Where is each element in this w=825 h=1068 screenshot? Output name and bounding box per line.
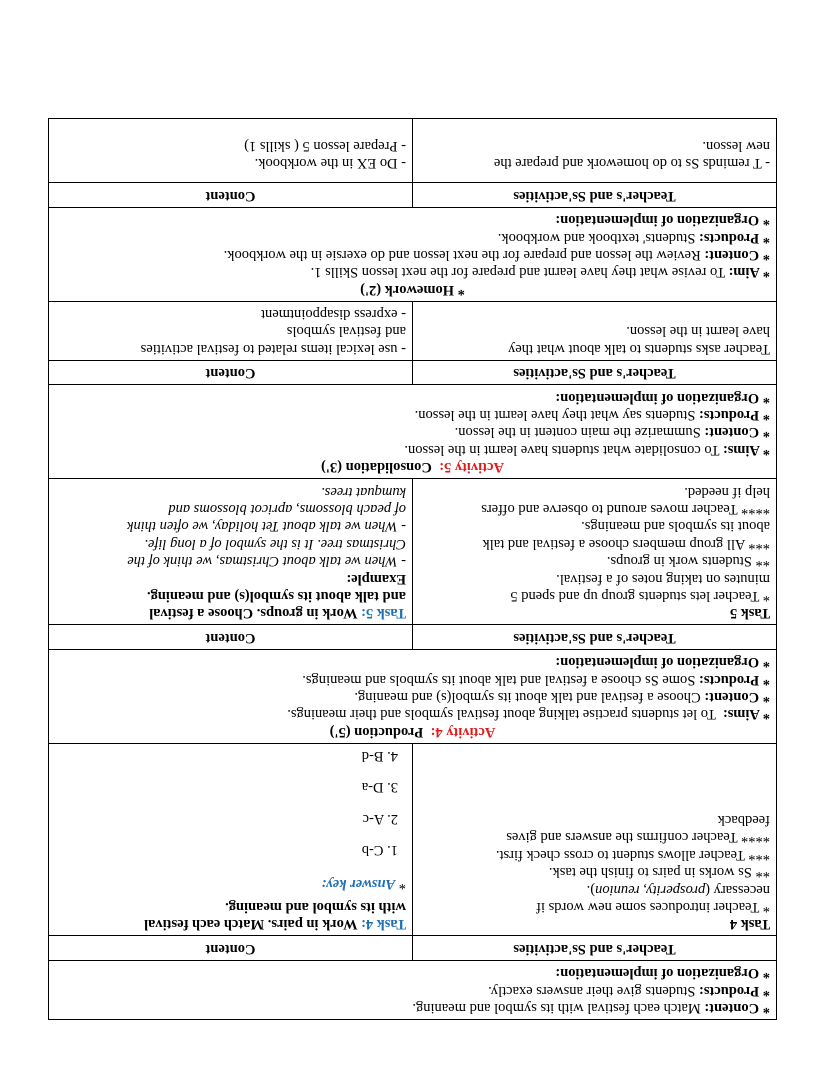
products-label: Products: [698,229,760,246]
task4-line: Teacher confirms the answers and gives [506,829,738,846]
task5-line: help if needed. [684,483,770,500]
header-row [49,360,777,384]
content-header: Content [49,936,413,960]
products-text: Students' textbook and workbook. [497,229,696,246]
content-header: Content [49,360,413,384]
lesson-plan-table [48,118,777,1020]
content-label: Content: [704,1000,760,1016]
consolidation-content-line: - express disappointment [261,306,406,323]
consolidation-content-line: - use lexical items related to festival activities [140,340,406,357]
task5-instruction: Work in groups. Choose a festival [149,605,358,622]
content-text: Choose a festival and talk about its symbol(s) and meaning. [354,688,701,705]
aims-text: To let students practise talking about festival symbols and their meanings. [287,706,716,723]
answer-item: 4. B-d [361,748,398,765]
content-header: Content [49,183,413,207]
homework-row: * Homework (2') * Aim: To revise what they have learnt and prepare for the next lesson Skills 1. * Content: Review the lesson and prepare for the next lesson and do exersie in the workbook. * Products: Students' textbook and workbook. * Organization of implementation: [49,207,777,301]
task4-instruction-2: with its symbol and meaning. [225,899,406,916]
answer-item: 2. A-c [362,810,398,827]
homework-line: new lesson. [702,137,770,154]
homework-line: - T reminds Ss to do homework and prepare the [493,155,770,172]
header-row [49,936,777,960]
consolidation-content-line: and festival symbols [286,323,406,340]
task5-row: Task 5 * Teacher lets students group up and spend 5 minutes on taking notes of a festival. ** Students work in groups. *** All group members choose a festival and talk about its symbols and meanings. **** Teacher moves around to observe and offers help if needed. Task 5: Work in groups. Choose a festival and talk about its symbol(s) and meaning. Example: - When we talk about Christmas, we think of the Christmas tree. It is the symbol of a long life. - When we talk about Tet holiday, we often think of peach blossoms, apricot blossoms and kumquat trees. [49,479,777,625]
content-text: Review the lesson and prepare for the next lesson and do exersie in the workbook. [223,246,701,263]
example-label: Example: [346,570,406,587]
organization-label: Organization of implementation: [555,654,760,671]
activity4-row: Activity 4: Production (5') * Aims: To let students practise talking about festival symbols and their meanings. * Content: Choose a festival and talk about its symbol(s) and meaning. * Products: Some Ss choose a festival and talk about its symbols and meanings. * Organization of implementation: [49,649,777,743]
organization-label: Organization of implementation: [555,389,760,406]
example-line: - When we talk about Christmas, we think of the [127,553,406,570]
consolidation-row [49,301,777,360]
content-header: Content [49,625,413,649]
content-text: Summarize the main content in the lesson. [454,424,701,441]
task4-line: ). [586,881,596,898]
products-label: Products: [698,671,760,688]
header-row [49,625,777,649]
products-label: Products: [698,407,760,424]
task4-line: feedback [717,812,770,829]
task5-line: All group members choose a festival and talk [482,535,746,552]
products-text: Students say what they have learnt in the lesson. [414,407,696,424]
teacher-activities-header: Teacher's and Ss'activities [413,936,777,960]
products-text: Some Ss choose a festival and talk about its symbols and meanings. [302,671,696,688]
header-row [49,183,777,207]
task5-line: minutes on taking notes of a festival. [556,570,770,587]
homework-content-line: - Do EX in the workbook. [254,155,406,172]
task4-row: Task 4 * Teacher introduces some new words if necessary (prosperity, reunion). ** Ss works in pairs to finish the task. *** Teacher allows student to cross check first. **** Teacher confirms the answers and gives feedback Task 4: Work in pairs. Match each festival with its symbol and meaning. * Answer key: 1. C-b 2. A-c 3. D-a 4. B-d [49,743,777,936]
task5-title: Task 5 [729,605,770,622]
homework-activities-row [49,119,777,183]
content-label: Content: [704,246,760,263]
aim-label: Aim: [728,264,760,281]
aim-text: To revise what they have learnt and prepare for the next lesson Skills 1. [310,264,726,281]
teacher-activities-header: Teacher's and Ss'activities [413,360,777,384]
task4-line: necessary ( [705,881,770,898]
organization-label: Organization of implementation: [555,965,760,982]
example-line: of peach blossoms, apricot blossoms and [168,501,406,518]
activity5-label: Activity 5: [439,459,504,476]
task4-line: Teacher introduces some new words if [536,899,760,916]
task5-line: Teacher lets students group up and spend 5 [510,587,760,604]
organization-label: Organization of implementation: [555,212,760,229]
aims-text: To consolidate what students have learnt in the lesson. [404,441,720,458]
teacher-activities-header: Teacher's and Ss'activities [413,183,777,207]
task5-instruction-2: and talk about its symbol(s) and meaning. [146,587,406,604]
teacher-activities-header: Teacher's and Ss'activities [413,625,777,649]
example-line: Christmas tree. It is the symbol of a long life. [144,535,406,552]
content-label: Content: [704,688,760,705]
task5-line: Teacher moves around to observe and offers [481,501,738,518]
activity4-title: Production (5') [329,723,424,740]
task5-line: about its symbols and meanings. [581,518,770,535]
homework-content-line: - Prepare lesson 5 ( skills 1) [244,137,406,154]
task4-label: Task 4: [360,916,406,933]
content-text: Match each festival with its symbol and meaning. [412,1000,701,1016]
task4-line: Teacher allows student to cross check first. [495,846,745,863]
aims-label: Aims: [722,706,760,723]
activity5-title: Consolidation (3') [321,459,432,476]
activity3-details-row: * Content: Match each festival with its symbol and meaning. * Products: Students give their answers exactly. * Organization of implementation: [49,960,777,1019]
products-text: Students give their answers exactly. [488,982,696,999]
content-label: Content: [704,424,760,441]
consolidation-line: have learnt in the lesson. [626,323,770,340]
task5-line: Students work in groups. [606,553,752,570]
task4-line-italic: prosperity, reunion [595,881,706,898]
consolidation-line: Teacher asks students to talk about what they [508,340,770,357]
answer-item: 1. C-b [361,842,398,859]
answer-item: 3. D-a [361,779,398,796]
example-line: kumquat trees. [321,483,406,500]
task5-label: Task 5: [360,605,406,622]
aims-label: Aims: [722,441,760,458]
task4-line: Ss works in pairs to finish the task. [548,864,752,881]
answer-key-label: Answer key: [321,875,396,892]
activity5-row: Activity 5: Consolidation (3') * Aims: To consolidate what students have learnt in the lesson. * Content: Summarize the main content in the lesson. * Products: Students say what they have learnt in the lesson. * Organization of implementation: [49,385,777,479]
activity4-label: Activity 4: [430,723,496,740]
homework-title: Homework (2') [360,281,454,298]
task4-title: Task 4 [729,916,770,933]
task4-instruction: Work in pairs. Match each festival [144,916,358,933]
example-line: - When we talk about Tet holiday, we often think [127,518,406,535]
products-label: Products: [698,982,760,999]
